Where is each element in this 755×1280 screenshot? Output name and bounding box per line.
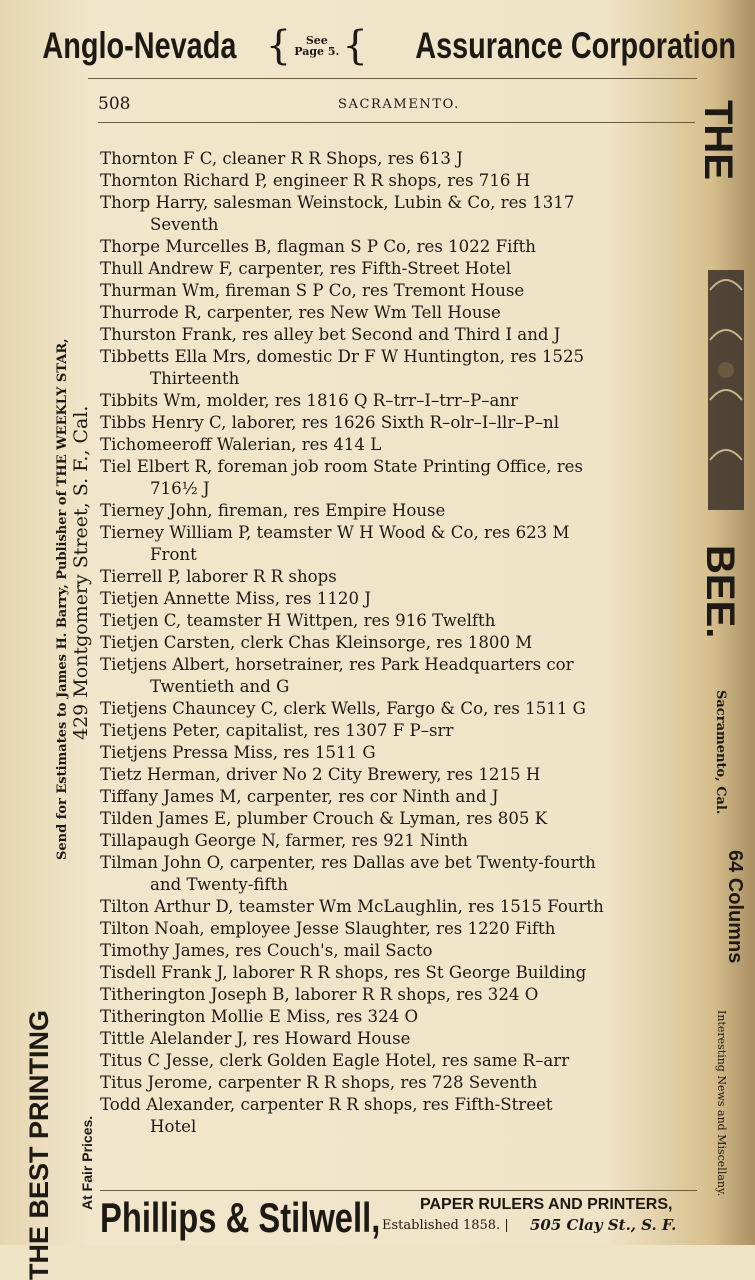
entry-text: Tittle Alelander J, res Howard House: [100, 1029, 411, 1048]
page-header: [98, 90, 698, 116]
directory-entry: [100, 808, 698, 830]
right-brace: {: [342, 23, 368, 69]
entry-text: Tilman John O, carpenter, res Dallas ave bet Twenty-fourth: [100, 853, 596, 872]
entry-text: Tibbetts Ella Mrs, domestic Dr F W Huntington, res 1525: [100, 347, 585, 366]
bottom-ad-established: Established 1858. |: [382, 1218, 509, 1233]
entry-text: Tilton Noah, employee Jesse Slaughter, res 1220 Fifth: [100, 919, 556, 938]
directory-entry: [100, 588, 698, 610]
entry-continuation: 716½ J: [150, 479, 210, 498]
entry-text: Tietjens Chauncey C, clerk Wells, Fargo & Co, res 1511 G: [100, 699, 586, 718]
entry-continuation: Front: [150, 545, 197, 564]
entry-text: Thurston Frank, res alley bet Second and Third I and J: [100, 325, 561, 344]
directory-entry: [100, 236, 698, 258]
entry-text: Tietz Herman, driver No 2 City Brewery, res 1215 H: [100, 765, 541, 784]
directory-entry: [100, 610, 698, 632]
directory-entries: [100, 148, 698, 1138]
directory-entry: [100, 412, 698, 434]
directory-entry: [100, 830, 698, 852]
entry-continuation: Hotel: [150, 1117, 197, 1136]
top-ad-left: Anglo-Nevada: [42, 25, 237, 66]
entry-text: Tietjens Pressa Miss, res 1511 G: [100, 743, 376, 762]
top-ad-right: Assurance Corporation: [415, 25, 736, 66]
directory-entry: [100, 984, 698, 1006]
right-ad-line-3: Sacramento, Cal.: [713, 690, 728, 815]
left-ad-line-3: 429 Montgomery Street, S. F., Cal.: [70, 405, 92, 740]
directory-entry: [100, 390, 698, 412]
entry-text: Tierney John, fireman, res Empire House: [100, 501, 446, 520]
entry-text: Tibbs Henry C, laborer, res 1626 Sixth R–olr–I–llr–P–nl: [100, 413, 560, 432]
entry-text: Thornton F C, cleaner R R Shops, res 613 J: [100, 149, 463, 168]
directory-entry: [100, 698, 698, 720]
entry-continuation: Twentieth and G: [150, 677, 290, 696]
directory-entry: [100, 346, 698, 390]
page-number: 508: [98, 94, 131, 114]
entry-text: Todd Alexander, carpenter R R shops, res Fifth-Street: [100, 1095, 553, 1114]
right-margin-advertisement: [698, 90, 755, 1200]
right-ad-line-1: THE: [696, 100, 740, 180]
header-rule: [98, 122, 695, 123]
directory-entry: [100, 896, 698, 918]
bottom-rule: [100, 1190, 697, 1191]
entry-text: Titherington Mollie E Miss, res 324 O: [100, 1007, 419, 1026]
entry-text: Titherington Joseph B, laborer R R shops, res 324 O: [100, 985, 539, 1004]
directory-entry: [100, 1050, 698, 1072]
entry-text: Titus C Jesse, clerk Golden Eagle Hotel, res same R–arr: [100, 1051, 570, 1070]
entry-text: Thorpe Murcelles B, flagman S P Co, res 1022 Fifth: [100, 237, 536, 256]
entry-text: Tilden James E, plumber Crouch & Lyman, res 805 K: [100, 809, 548, 828]
entry-continuation: Seventh: [150, 215, 219, 234]
directory-entry: [100, 522, 698, 566]
directory-entry: [100, 500, 698, 522]
directory-entry: [100, 786, 698, 808]
directory-entry: [100, 962, 698, 984]
directory-entry: [100, 258, 698, 280]
directory-entry: [100, 456, 698, 500]
directory-entry: [100, 918, 698, 940]
directory-entry: [100, 852, 698, 896]
entry-text: Thull Andrew F, carpenter, res Fifth-Street Hotel: [100, 259, 512, 278]
top-rule: [88, 78, 697, 79]
directory-entry: [100, 324, 698, 346]
see-line-1: See: [305, 34, 328, 47]
entry-text: Thorp Harry, salesman Weinstock, Lubin & Co, res 1317: [100, 193, 575, 212]
directory-entry: [100, 566, 698, 588]
left-margin-advertisement: [0, 90, 95, 1280]
directory-entry: [100, 940, 698, 962]
directory-entry: [100, 434, 698, 456]
entry-text: Tierney William P, teamster W H Wood & Co, res 623 M: [100, 523, 570, 542]
left-brace: {: [265, 23, 292, 69]
entry-text: Thurrode R, carpenter, res New Wm Tell House: [100, 303, 501, 322]
entry-text: Tilton Arthur D, teamster Wm McLaughlin, res 1515 Fourth: [100, 897, 604, 916]
entry-text: Tierrell P, laborer R R shops: [100, 567, 337, 586]
entry-text: Tillapaugh George N, farmer, res 921 Ninth: [100, 831, 468, 850]
entry-text: Tiffany James M, carpenter, res cor Ninth and J: [100, 787, 499, 806]
directory-entry: [100, 1094, 698, 1138]
bottom-advertisement: [100, 1192, 705, 1244]
directory-entry: [100, 302, 698, 324]
entry-text: Tietjens Peter, capitalist, res 1307 F P–srr: [100, 721, 454, 740]
bottom-ad-address: 505 Clay St., S. F.: [530, 1216, 677, 1234]
page-title: SACRAMENTO.: [338, 97, 460, 112]
beehive-illustration: [700, 260, 752, 520]
left-ad-line-1: THE BEST PRINTING: [24, 1009, 54, 1280]
entry-continuation: Thirteenth: [150, 369, 240, 388]
directory-entry: [100, 170, 698, 192]
entry-text: Tisdell Frank J, laborer R R shops, res St George Building: [100, 963, 587, 982]
directory-entry: [100, 1006, 698, 1028]
top-advertisement: [42, 16, 736, 76]
entry-text: Timothy James, res Couch's, mail Sacto: [100, 941, 433, 960]
directory-entry: [100, 654, 698, 698]
directory-entry: [100, 742, 698, 764]
entry-text: Titus Jerome, carpenter R R shops, res 728 Seventh: [100, 1073, 538, 1092]
directory-entry: [100, 720, 698, 742]
directory-entry: [100, 1072, 698, 1094]
see-line-2: Page 5.: [294, 45, 340, 58]
entry-text: Thurman Wm, fireman S P Co, res Tremont House: [100, 281, 525, 300]
directory-entry: [100, 632, 698, 654]
entry-text: Thornton Richard P, engineer R R shops, res 716 H: [100, 171, 531, 190]
left-ad-line-4: At Fair Prices.: [79, 1115, 95, 1210]
bottom-ad-firm: Phillips & Stilwell,: [100, 1194, 381, 1241]
right-ad-line-4: 64 Columns: [724, 850, 746, 964]
directory-entry: [100, 148, 698, 170]
entry-continuation: and Twenty-fifth: [150, 875, 288, 894]
entry-text: Tietjen Annette Miss, res 1120 J: [100, 589, 371, 608]
entry-text: Tietjen C, teamster H Wittpen, res 916 Twelfth: [100, 611, 496, 630]
right-ad-line-5: Interesting News and Miscellany.: [715, 1010, 728, 1197]
entry-text: Tiel Elbert R, foreman job room State Printing Office, res: [100, 457, 583, 476]
see-page-note: [294, 35, 339, 57]
directory-entry: [100, 280, 698, 302]
entry-text: Tichomeeroff Walerian, res 414 L: [100, 435, 382, 454]
right-ad-line-2: BEE.: [698, 545, 742, 639]
entry-text: Tietjen Carsten, clerk Chas Kleinsorge, res 1800 M: [100, 633, 533, 652]
entry-text: Tibbits Wm, molder, res 1816 Q R–trr–I–trr–P–anr: [100, 391, 519, 410]
bottom-ad-trade: PAPER RULERS AND PRINTERS,: [420, 1196, 673, 1213]
directory-entry: [100, 192, 698, 236]
directory-entry: [100, 1028, 698, 1050]
left-ad-line-2: Send for Estimates to James H. Barry, Publisher of THE WEEKLY STAR,: [55, 338, 70, 860]
entry-text: Tietjens Albert, horsetrainer, res Park Headquarters cor: [100, 655, 574, 674]
directory-entry: [100, 764, 698, 786]
